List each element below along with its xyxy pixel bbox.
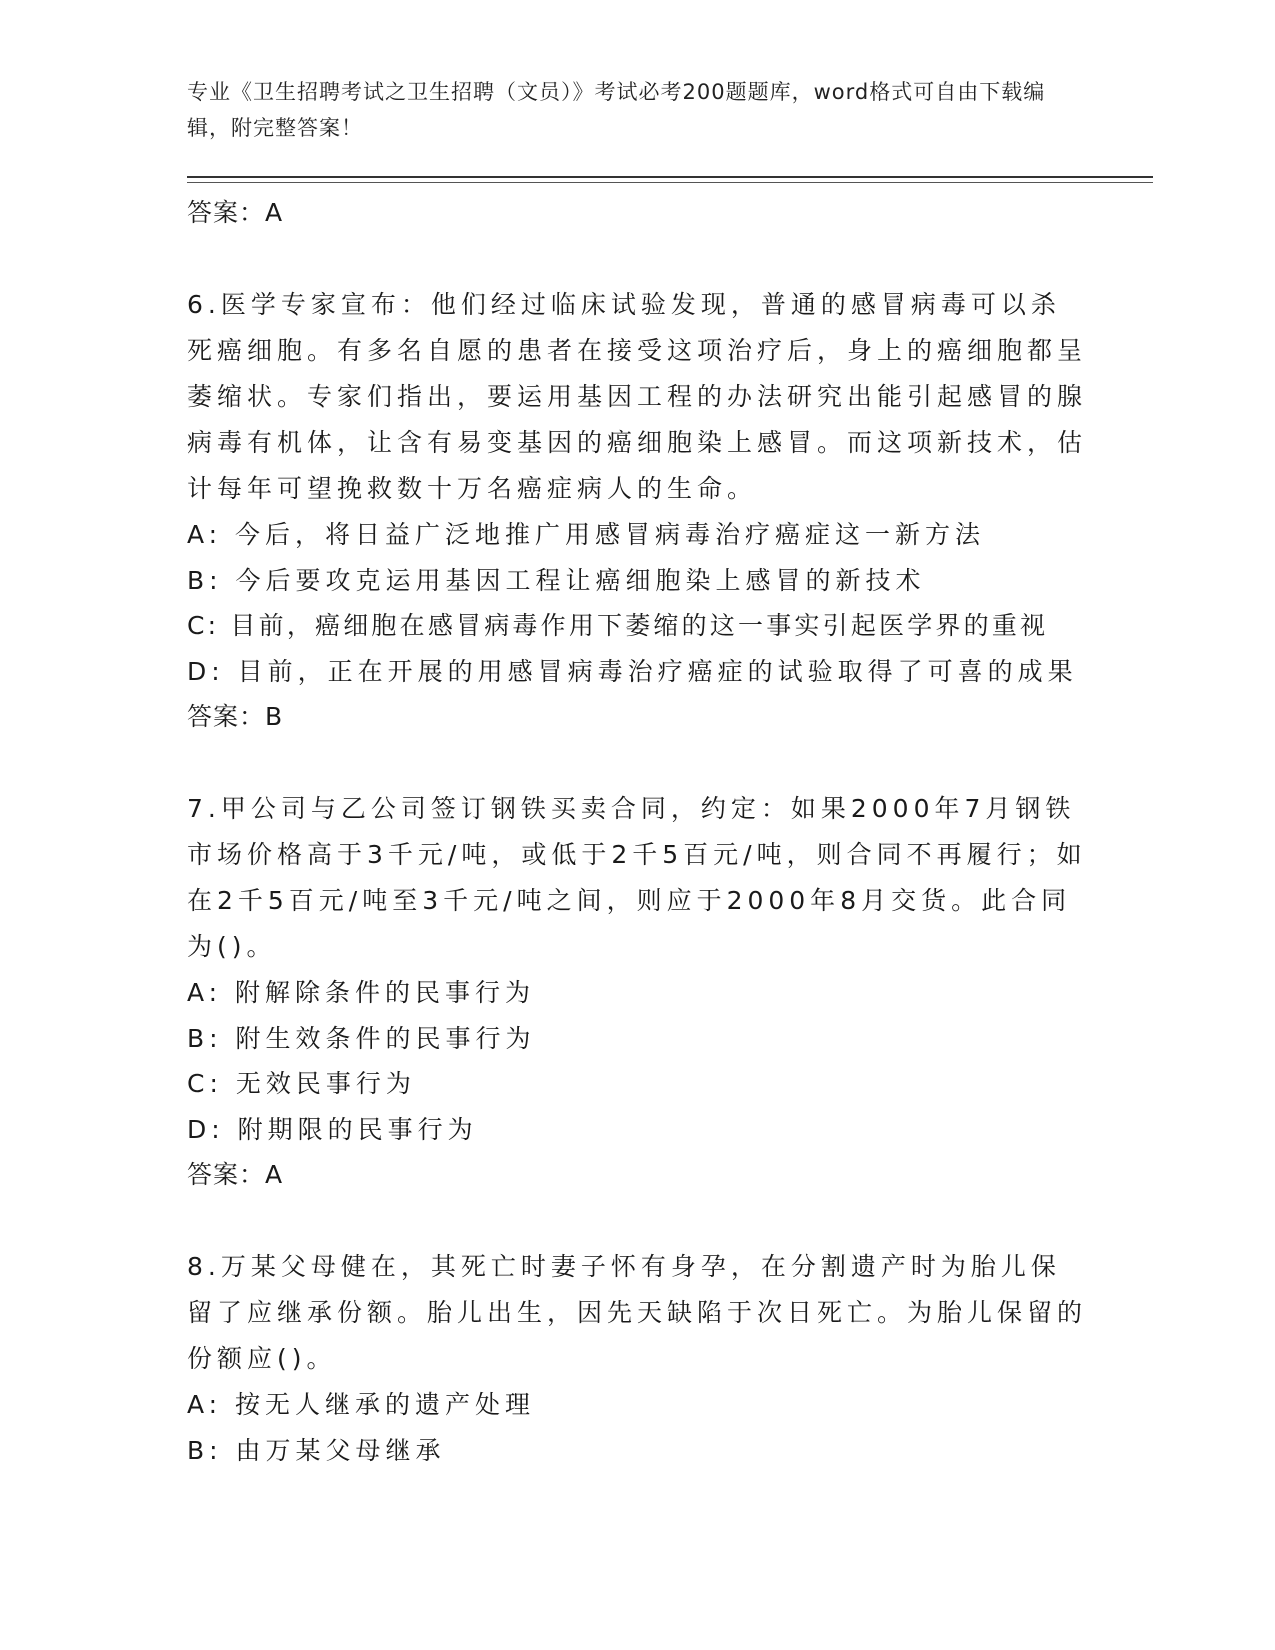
answer-value: A [265,198,284,227]
option-b: B: 附生效条件的民事行为 [187,1023,536,1053]
answer-label: 答案： [187,702,266,731]
question-text: 7.甲公司与乙公司签订钢铁买卖合同，约定：如果2000年7月钢铁市场价格高于3千元/吨，或低于2千5百元/吨，则合同不再履行；如在2千5百元/吨至3千元/吨之间，则应于2000年8月交货。此合同为()。 [187,794,1087,961]
answer-label: 答案： [187,1160,266,1189]
page-header: 专业《卫生招聘考试之卫生招聘（文员）》考试必考200题题库，word格式可自由下载编辑，附完整答案！ [187,80,1046,140]
option-a: A: 按无人继承的遗产处理 [187,1390,536,1419]
question-text: 8.万某父母健在，其死亡时妻子怀有身孕，在分割遗产时为胎儿保留了应继承份额。胎儿出生，因先天缺陷于次日死亡。为胎儿保留的份额应()。 [187,1252,1088,1373]
document-body [187,190,1087,1473]
answer-line-5 [187,190,1087,236]
option-a: A: 附解除条件的民事行为 [187,978,536,1007]
answer-line-6 [187,694,1087,740]
question-text: 6.医学专家宣布：他们经过临床试验发现，普通的感冒病毒可以杀死癌细胞。有多名自愿的患者在接受这项治疗后，身上的癌细胞都呈萎缩状。专家们指出，要运用基因工程的办法研究出能引起感冒的腺病毒有机体，让含有易变基因的癌细胞染上感冒。而这项新技术，估计每年可望挽救数十万名癌症病人的生命。 [187,290,1088,503]
question-7 [187,786,1087,1198]
answer-label: 答案： [187,198,266,227]
option-a: A: 今后，将日益广泛地推广用感冒病毒治疗癌症这一新方法 [187,520,986,549]
option-b: B: 由万某父母继承 [187,1435,446,1465]
header-rule-thick [187,176,1153,178]
option-d: D: 附期限的民事行为 [187,1114,478,1144]
answer-value: B [265,702,284,731]
option-c: C: 无效民事行为 [187,1069,416,1098]
question-6 [187,282,1087,740]
answer-line-7 [187,1152,1087,1198]
header-rule-thin [187,182,1153,183]
option-d: D: 目前，正在开展的用感冒病毒治疗癌症的试验取得了可喜的成果 [187,656,1078,686]
question-8 [187,1244,1087,1473]
answer-value: A [265,1160,284,1189]
option-c: C: 目前，癌细胞在感冒病毒作用下萎缩的这一事实引起医学界的重视 [187,611,1049,640]
option-b: B: 今后要攻克运用基因工程让癌细胞染上感冒的新技术 [187,565,926,595]
